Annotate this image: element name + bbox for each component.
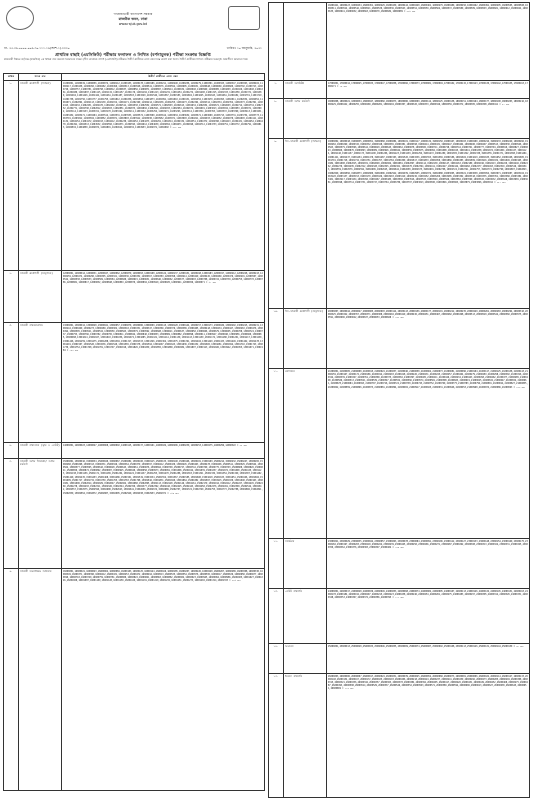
roll-numbers: 20000007,20000044,20000047,20000085,20000093,20000114,20000143,20000156,20000177,20000191,20000212,20000235,20000249,20000261,20000283,20000294,20000310,20000325,20000342,20000357,20000371,20000388,20000402,20000419,20000436,20000451,20000467,20000482,20000498,20000513,20000529,20000544,20000560,20000575,20000591,20000606,20000622,20000637,20000653,20000668 = ১০৮ জন (327, 309, 530, 369)
result-table-left (3, 73, 265, 791)
table-row (269, 539, 530, 589)
roll-numbers: 16000001,16000021,16000043,16000062,16000084,16000103,16000125,16000144,16000166,16000185,16000207,16000226,16000248,16000267,16000289,16000308,16000330,16000349,16000371,16000390,16000412,16000431,16000453,16000472,16000494,16000513,16000535,16000554,16000576,16000595,16000617,16000636,16000658,16000677,16000699,16000718,16000740,16000759,16000781,16000800,16000822,16000841,16000863,16000882,16000904,16000923,16000945,16000964,16000986,16001005,16001027,16001046,16001068,16001087,16001109,16001128,16001150,16001169,16001191,16001210,16001232,16001251,16001273,16001292,16001314,16001333 = ৩৬৭ জন (62, 569, 265, 791)
table-row (4, 271, 265, 323)
roll-numbers: 11000001,11000019,11000056,11000074,11000112,11000153,11000178,11000186,11000211,11000248,11000256,11000279,11000301,11000325,11000347,11000363,11000402,11000417,11000438,11000450,11000482,11000499,11000513,11000528,11000541,11000576,11000592,11000605,11000631,11000648,11000660,11000689,11000702,11000713,11000740,11000757,11000781,11000798,11000812,11000837,11000856,11000871,11000897,11000914,11000932,11000948,11000969,11000985,11001003,11001026,11001048,11001061,11001080,11001097,11001115,11001132,11001157,11001176,11001194,11001213,11001231,11001254,11001272,11001290,11001315,11001333,11001350,11001371,11001389,11001404,11001426,11001442,11001461,11001487,11001503,11001520,11001546,11001567,11001583,11001602,11001625,11001643,11001661,11001682,11001701,11001719,11001738,11001756,11001777,11001795,11001812,11001836,11001854,11001873,11001891,11001910,11001931,11001952,11001970,11001993,11002011,11002034,11002052,11002071,11002094,11002113,11002130,11002152,11002171,11002190,11002214,11002236,11002255,11002273,11002294,11002312,11002334,11002352,11002373,11002391,11002413,11002432,11002451,11002470,11002492,11002511,11002530,11002552,11002571,11002593,11002613,11002634,11002654,11002671,11002693,11002712,11002734,11002752,11002771,11002790,11002812,11002833,11002851,11002873,11002892,11002911,11002933,11002954,11002972,11002991,11003013,11003034,11003053,11003071,11003092,11003114,11003133,11003151,11003170,11003192,11003211,11003232,11003254,11003271,11003293,11003312,11003334,11003353,11003372,11003390,11003413,11003431,11003452,11003471,11003494,11003512,11003531,11003553,11003572,11003590,11003612,11003634,11003652,11003671,11003690,11003713,11003731,11003754,11003773,11003791,11003812,11003834,11003852,11003871,11003893,11003912,11003930,11003952,11003971,11003993,11004011,11004033,11004052,11004070,11004093,11004111,11004132,11004154,11004172,11004193,11004212,11004230,11004252,11004273,11004291,11004314,11004332,11004351,11004372,11004390,11004413,11004431,11004452,11004470,11004491,11004513,11004532,11004550,11004571,11004593,11004612,11004630,11004652,11004671,11004690,11004712,11004733,11004751,11004772,11004791,11004813,11004832,11004850,11004872,11004891,11004914,11004932,11004953,11004971,11004992 = ৩২৮ জন (62, 81, 265, 271)
post-name: উপ-সহকারী প্রকৌশলী (সিভিল) (284, 139, 327, 309)
notice-date: তারিখঃ ১০ জানুয়ারি, ২০২১ (226, 46, 262, 50)
roll-numbers: 13000001,13000012,13000028,13000041,13000057,13000070,13000086,13000099,13000115,13000128,13000144,13000157,13000173,13000186,13000202,13000215,13000231,13000244,13000260,13000273,13000289,13000302,13000318,13000331,13000347,13000360,13000376,13000389,13000405,13000418,13000434,13000447,13000463,13000476,13000492,13000505,13000521,13000534,13000550,13000563,13000579,13000592,13000608,13000621,13000637,13000650,13000666,13000679,13000695,13000708,13000724,13000737,13000753,13000766,13000782,13000795,13000811,13000824,13000840,13000853,13000869,13000882,13000898,13000911,13000927,13000940,13000956,13000969,13000985,13000998,13001014,13001027,13001043,13001056,13001072,13001085,13001101,13001114,13001130,13001143,13001159,13001172,13001188,13001201,13001217,13001230,13001246,13001259,13001275,13001288,13001304,13001317,13001333,13001346,13001362,13001375,13001391,13001404,13001420,13001433,13001449,13001462,13001478,13001491,13001507,13001520,13001536,13001549,13001565,13001578,13001594,13001607,13001623,13001636,13001652,13001665,13001681,13001694,13001710,13001723,13001739,13001752,13001768,13001781,13001797,13001810,13001826,13001839,13001855,13001868,13001884,13001897,13001913,13001926,13001942,13001955,13001971,13001984 = ২৫৬ জন (62, 323, 265, 443)
serial-number (269, 3, 284, 81)
roll-numbers: 23000021,23000029,23000035,23000042,23000057,23000063,23000078,23000084,23000091,23000106,23000112,23000127,23000133,23000148,23000154,23000169,23000175,23000182,23000197,23000203,23000218,23000224,23000239,23000245,23000250,23000266,23000271,23000287,23000292,23000308,23000313,23000324,23000331,23000345,23000359,23000362,23000376,23000383,23000397,23000404 = ১০০ জন (327, 539, 530, 589)
serial-number: ১৩. (269, 589, 284, 644)
post-name: সহকারী পরিকল্পনাবিদ (19, 323, 62, 443)
serial-number: ২. (4, 271, 19, 323)
post-name: সহকারী প্রকৌশলী (সিভিল) (19, 81, 62, 271)
serial-number: ১৫. (269, 674, 284, 798)
post-name: সহকারী পরিচালক (ভূমি ও এস্টেট) (19, 443, 62, 459)
result-table-right (268, 2, 530, 798)
post-name (284, 3, 327, 81)
table-row (4, 459, 265, 569)
post-name: সহকারী আর্কিটেক্ট (284, 81, 327, 99)
serial-number: ৬. (4, 569, 19, 791)
roll-numbers: 18000008,18000021,18000034,18000047,18000060,18000073,18000086,18000099,18000112,18000125,18000138,18000151,18000164,18000177,18000190,18000203,18000216,18000229,18000242,18000255,18000268,18000281,18000294,18000307,18000320,18000333,18000346,18000359,18000372,18000385,18000398,18000411 = ৫২ জন (327, 99, 530, 139)
table-row (269, 644, 530, 674)
table-row (4, 81, 265, 271)
serial-number: ৭. (269, 81, 284, 99)
table-row (269, 3, 530, 81)
serial-number: ৪. (4, 443, 19, 459)
roll-numbers: 26000003,26000006,26000007,26000017,26000024,26000031,26000039,26000045,26000052,26000068,26000073,26000081,26000096,26000102,26000114,26000127,26000133,26000148,26000154,26000167,26000172,26000185,26000193,26000206,26000218,26000224,26000237,26000241,26000259,26000266,26000273,26000285,26000294,26000308,26000315,26000321,26000336,26000342,26000357,26000363,26000378,26000384,26000392,26000405,26000417,26000426,26000431,26000449,26000452,26000468,26000475,26000487,26000493,26000508,26000514,26000529,26000537,26000546,26000552,26000563,26000571,26000589,26000594,26000606,26000613,26000627,26000638,26000645,26000651,26000669 = ২২৩ জন (327, 674, 530, 798)
roll-numbers: 15000001,15000016,15000034,15000049,15000067,15000082,15000100,15000115,15000133,15000148,15000166,15000181,15000199,15000214,15000232,15000247,15000265,15000280,15000298,15000313,15000331,15000346,15000364,15000379,15000397,15000412,15000430,15000445,15000463,15000478,15000496,15000511,15000529,15000544,15000562,15000577,15000595,15000610,15000628,15000643,15000661,15000676,15000694,15000709,15000727,15000742,15000760,15000775,15000793,15000808,15000826,15000841,15000859,15000874,15000892,15000907,15000925,15000940,15000958,15000973,15000991,15001006,15001024,15001039,15001057,15001072,15001090,15001105,15001123,15001138,15001156,15001171,15001189,15001204,15001222,15001237,15001255,15001270,15001288,15001303,15001321,15001336,15001354,15001369,15001387,15001402,15001420,15001435,15001453,15001468,15001486,15001501,15001519,15001534,15001552,15001567,15001585,15001600,15001618,15001633,15001651,15001666,15001684,15001699,15001717,15001732,15001750,15001765,15001783,15001798,15001816,15001831,15001849,15001864,15001882,15001897,15001915,15001930,15001948,15001963,15001981,15001996,15002014,15002029,15002047,15002062,15002080,15002095,15002113,15002128,15002146,15002161,15002179,15002194,15002212,15002227,15002245,15002260,15002278,15002293,15002311,15002326,15002344,15002359,15002377,15002392,15002410,15002425,15002443,15002458,15002476,15002491,15002509,15002524,15002542,15002557,15002575,15002590,15002608,15002623,15002641,15002656,15002674,15002689,15002707,15002722,15002740,15002755,15002773,15002788,15002806,15002821,15002839,15002854,15002872,15002887,15002905,15002920,15002938,15002953,15002971 = ২৪০ জন (62, 459, 265, 569)
roll-numbers: 24000001,24000017,24000028,24000036,24000049,24000053,24000068,24000074,24000082,24000095,24000107,24000113,24000126,24000134,24000145,24000151,24000163,24000178,24000184,24000192,24000207,24000215,24000223,24000238,24000246,24000254,24000261,24000275,24000283,24000297,24000305,24000312,24000326,24000331,24000348,24000353,24000367,24000372,24000386,24000395 = ১২২ জন (327, 589, 530, 644)
post-name: উপ-সহকারী প্রকৌশলী (বৈদ্যুতিক) (284, 309, 327, 369)
roll-numbers: 17000001,17000012,17000025,17000033,17000047,17000058,17000066,17000073,17000081,17000094,17000102,17000115,17000123,17000130,17000142,17000155,17000163,17000171 = ২০ জন (327, 81, 530, 99)
header-post: পদের নাম (19, 74, 62, 81)
notice-intro: রাজধানী উন্নয়ন কর্তৃপক্ষ (রাজউক) এর বিভিন্ন পদে জনবল নিয়োগের লক্ষ্যে গৃহীত প্রাথমিক বাছাই (এমসিকিউ) পরীক্ষায় উত্তীর্ণ প্রার্থীদের রোল নম্বর নিম্নে প্রকাশ করা হলো। উত্তীর্ণ প্রার্থীদের লিখিত পরীক্ষার সময়সূচি পরবর্তীতে জানানো হবে। (4, 58, 249, 61)
memo-number: নং- ২৫.৩৯.০০০০.০০৯.৩০.১১১.১৯(অংশ-১).৩৩৩০ (4, 46, 70, 50)
government-line: গণপ্রজাতন্ত্রী বাংলাদেশ সরকার (113, 12, 153, 16)
table-row (269, 674, 530, 798)
post-name: সহকারী আইন উপদেষ্টা/ আইন কর্মকর্তা (19, 459, 62, 569)
serial-number: ৯. (269, 139, 284, 309)
office-address: রাজউক ভবন, ঢাকা (118, 17, 148, 21)
post-name: এস্টেট পরিদর্শক (284, 589, 327, 644)
header-sl: ক্রমিক (4, 74, 19, 81)
serial-number: ১. (4, 81, 19, 271)
roll-numbers: 25000001,25000013,25000028,25000033,25000046,25000055,25000069,25000074,25000087,25000092,25000108,25000113,25000126,25000131,25000144,25000150 = ৩৯ জন (327, 644, 530, 674)
serial-number: ১৪. (269, 644, 284, 674)
post-name: সার্ভেয়ার (284, 539, 327, 589)
website-link[interactable]: www.rajuk.gov.bd (118, 22, 148, 26)
serial-number: ১০. (269, 309, 284, 369)
table-row (4, 323, 265, 443)
table-row (269, 589, 530, 644)
table-row (269, 99, 530, 139)
post-name: আমানত (284, 644, 327, 674)
table-header-row (4, 74, 265, 81)
post-name: সহকারী প্রকৌশলী (বৈদ্যুতিক) (19, 271, 62, 323)
post-name: নকশাকার (284, 369, 327, 539)
post-name: ইমারত পরিদর্শক (284, 674, 327, 798)
notice-title: প্রাথমিক বাছাই (এমসিকিউ) পরীক্ষার ফলাফল ও লিখিত (বর্ণনামূলক) পরীক্ষা সংক্রান্ত বিজ্ঞপ্তি (55, 52, 211, 57)
roll-numbers: 21000001,21000005,21000008,21000015,21000024,21000037,21000046,21000058,21000062,21000073,21000081,21000096,21000104,21000117,21000125,21000138,21000143,21000159,21000167,21000172,21000186,21000194,21000203,21000218,21000226,21000231,21000245,21000257,21000264,21000279,21000283,21000298,21000302,21000316,21000324,21000339,21000347,21000351,21000368,21000375,21000382,21000397,21000405,21000411,21000426,21000434,21000443,21000458,21000462,21000477,21000485,21000490,21000506,21000513,21000521,21000539,21000547,21000552,21000566,21000574,21000581,21000598,21000603,21000619,21000625,21000632,21000647,21000654,21000661,21000678,21000684,21000693,21000707,21000716,21000724,21000738,21000745,21000752,21000769,21000775,21000783,21000796,21000801,21000814,21000827,21000835,21000842,21000859,21000866,21000873,21000881,21000894,21000902,21000917,21000925,21000931,21000946,21000953,21000968,21000974,21000986,21000993 = ২৫৬ জন (327, 369, 530, 539)
serial-number: ৮. (269, 99, 284, 139)
roll-numbers: 19000002,19000018,19000035,19000051,19000068,19000084,19000101,19000117,19000134,19000150,19000167,19000183,19000200,19000216,19000233,19000249,19000266,19000282,19000299,19000315,19000332,19000348,19000365,19000381,19000398,19000414,19000431,19000447,19000464,19000480,19000497,19000513,19000530,19000546,19000563,19000579,19000596,19000612,19000629,19000645,19000662,19000678,19000695,19000711,19000728,19000744,19000761,19000777,19000794,19000810,19000827,19000843,19000860,19000876,19000893,19000909,19000926,19000942,19000959,19000975,19000992,19001008,19001025,19001041,19001058,19001074,19001091,19001107,19001124,19001140,19001157,19001173,19001190,19001206,19001223,19001239,19001256,19001272,19001289,19001305,19001322,19001338,19001355,19001371,19001388,19001404,19001421,19001437,19001454,19001470,19001487,19001503,19001520,19001536,19001553,19001569,19001586,19001602,19001619,19001635,19001652,19001668,19001685,19001701,19001718,19001734,19001751,19001767,19001784,19001800,19001817,19001833,19001850,19001866,19001883,19001899,19001916,19001932,19001949,19001965,19001982,19001998,19002015,19002031,19002048,19002064,19002081,19002097,19002114,19002130,19002147,19002163,19002180,19002196,19002213,19002229,19002246,19002262,19002279,19002295,19002312,19002328,19002345,19002361,19002378,19002394,19002411,19002427,19002444,19002460,19002477,19002493,19002510,19002526,19002543,19002559,19002576,19002592,19002609,19002625,19002642,19002658,19002675,19002691,19002708,19002724,19002741,19002757,19002774,19002790,19002807,19002823,19002840,19002856,19002873,19002889,19002906,19002922,19002939,19002955,19002972,19002988,19003005,19003021,19003038,19003054,19003071,19003087,19003104,19003120,19003137,19003153,19003170,19003186,19003203,19003219,19003236,19003252,19003269,19003285,19003302,19003318,19003335,19003351,19003368,19003384,19003401,19003417,19003434,19003450,19003467,19003483,19003500,19003516,19003533,19003549,19003566,19003582,19003599,19003615,19003632,19003648,19003665,19003681,19003698,19003714,19003731,19003747,19003764,19003780,19003797,19003813,19003830,19003846,19003863,19003879,19003896,19003912 = ৩৮১ জন (327, 139, 530, 309)
roll-numbers: 12000001,12000014,12000031,12000047,12000062,12000079,12000093,12000108,12000122,12000137,12000151,12000168,12000183,12000197,12000212,12000228,12000243,12000259,12000274,12000290,12000305,12000321,12000336,12000352,12000367,12000383,12000398,12000414,12000429,12000445,12000460,12000476,12000491,12000507,12000522,12000538,12000553,12000569,12000584,12000600,12000615,12000631,12000646,12000662,12000677,12000693,12000708,12000724,12000739,12000755,12000770,12000786,12000801,12000817,12000832,12000848,12000863,12000879,12000894,12000910,12000925,12000941,12000956,12000971 = ৭১ জন (62, 271, 265, 323)
roll-numbers: 14000001,14000023,14000047,14000068,14000092,14000115,14000137,14000161,14000184,14000206,14000230,14000253,14000275,14000299,14000322 = ৩৮ জন (62, 443, 265, 459)
table-row (269, 309, 530, 369)
table-row (4, 569, 265, 791)
notice-header (0, 0, 266, 72)
header-rolls: উত্তীর্ণ প্রার্থীদের রোল নম্বর (62, 74, 265, 81)
post-name: সহকারী আইন কর্মকর্তা (284, 99, 327, 139)
roll-numbers: 16000421,16000423,16000434,16000451,16000429,16000430,16000444,16000448,16000461,16000479,16000480,16000450,16000462,16000491,16000495,16000505,16000508,16000511,16000514,16000516,16000521,16000530,16000536,16000543,16000552,16000559,16000564,16000572,16000580,16000589,16000593,16000601,16000612,16000624,16000635,16000641,16000652,16000663,16000670,16000682,16000689 = ৩৬৭ জন (327, 3, 530, 81)
post-name: সহকারী অথরাইজড অফিসার (19, 569, 62, 791)
serial-number: ৫. (4, 459, 19, 569)
table-row (269, 369, 530, 539)
serial-number: ১১. (269, 369, 284, 539)
table-row (269, 81, 530, 99)
table-row (4, 443, 265, 459)
table-row (269, 139, 530, 309)
serial-number: ১২. (269, 539, 284, 589)
serial-number: ৩. (4, 323, 19, 443)
